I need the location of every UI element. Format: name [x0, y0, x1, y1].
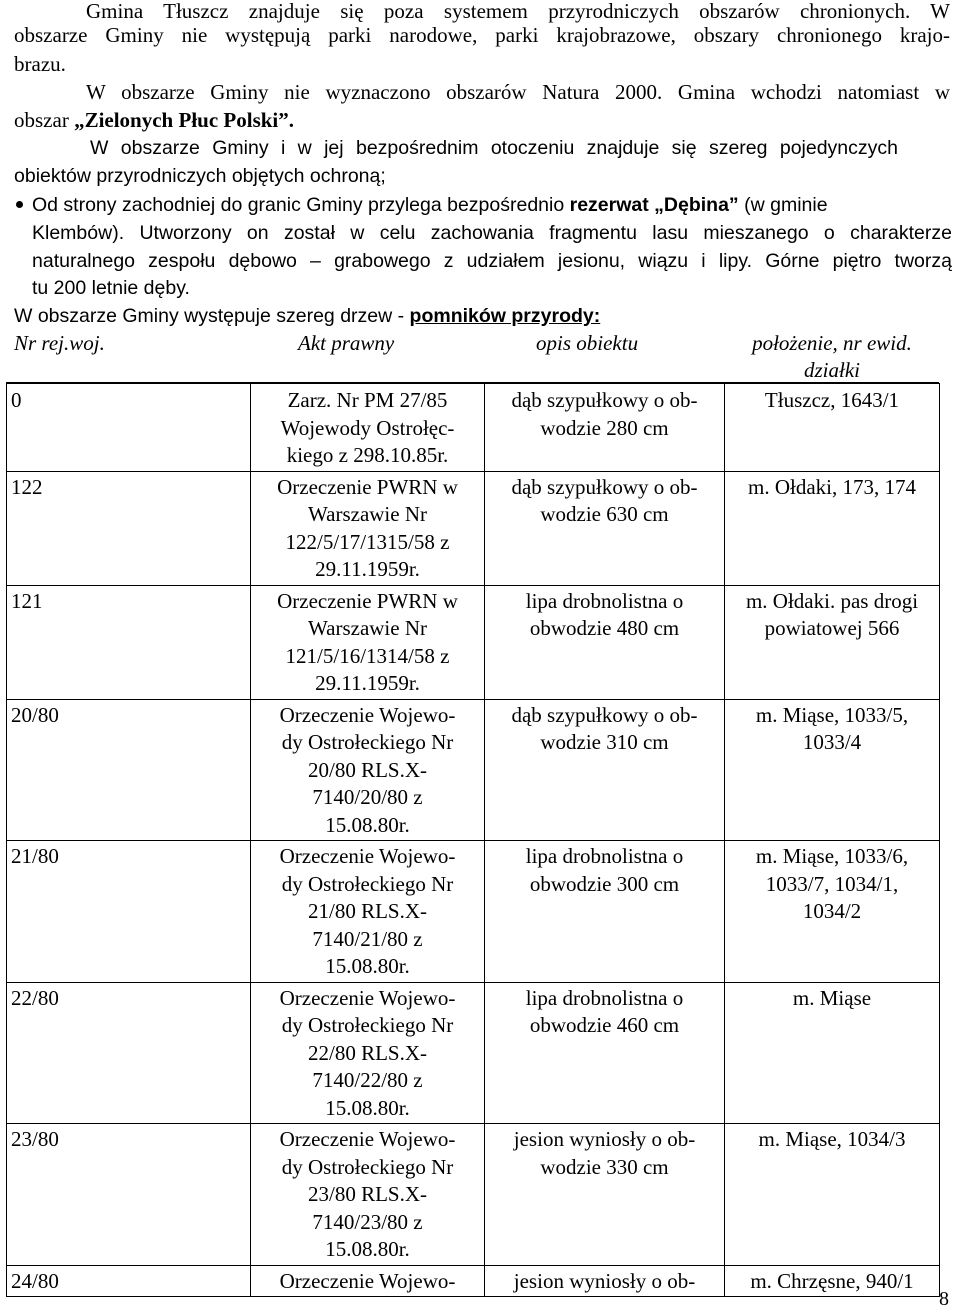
cell-nr-rej [7, 841, 251, 983]
cell-akt-prawny-line: Orzeczenie Wojewo- [279, 844, 456, 868]
cell-opis-obiektu-line: obwodzie 480 cm [529, 616, 680, 640]
pomniki-przyrody-bold: pomników przyrody: [409, 305, 601, 327]
cell-nr-rej-line: 24/80 [11, 1268, 59, 1293]
cell-akt-prawny-line: 15.08.80r. [325, 812, 410, 837]
cell-opis-obiektu-line: obwodzie 300 cm [529, 871, 680, 896]
paragraph-2-line-1: W obszarze Gminy nie wyznaczono obszarów Natura 2000. Gmina wchodzi natomiast w [86, 80, 950, 104]
cell-akt-prawny [251, 585, 485, 699]
rezerwat-debina-bold: rezerwat „Dębina” [569, 194, 739, 216]
header-opis-obiektu: opis obiektu [536, 331, 639, 355]
paragraph-3-line-1: W obszarze Gminy i w jej bezpośrednim otoczeniu znajduje się szereg pojedynczych [90, 137, 898, 159]
cell-opis-obiektu-line: obwodzie 460 cm [529, 1013, 680, 1037]
cell-nr-rej-line: 21/80 [11, 844, 59, 868]
cell-polozenie-line: m. Ołdaki, 173, 174 [748, 474, 916, 499]
table-row [7, 585, 940, 699]
cell-akt-prawny-line: 121/5/16/1314/58 z [285, 643, 450, 668]
cell-opis-obiektu-line: lipa drobnolistna o [525, 844, 684, 868]
cell-opis-obiektu-line: dąb szypułkowy o ob- [511, 702, 698, 727]
header-polozenie [700, 330, 960, 384]
cell-akt-prawny [251, 699, 485, 841]
cell-opis-obiektu [485, 383, 725, 471]
cell-polozenie [725, 1265, 940, 1297]
cell-akt-prawny-line: Orzeczenie Wojewo- [279, 985, 456, 1010]
cell-polozenie [725, 982, 940, 1124]
cell-akt-prawny-line: 15.08.80r. [325, 1237, 410, 1261]
cell-akt-prawny-line: Warszawie Nr [308, 502, 427, 526]
table-row [7, 471, 940, 585]
cell-nr-rej-line: 23/80 [11, 1127, 59, 1151]
paragraph-3-line-2: obiektów przyrodniczych objętych ochroną; [14, 165, 386, 187]
table-row [7, 982, 940, 1124]
bullet-line-2: Klembów). Utworzony on został w celu zachowania fragmentu lasu mieszanego o charakterze [32, 222, 952, 244]
cell-opis-obiektu-line: jesion wyniosły o ob- [513, 1127, 696, 1151]
table-row [7, 383, 940, 471]
cell-polozenie-line: m. Chrzęsne, 940/1 [750, 1268, 914, 1293]
header-polozenie-line-2: działki [804, 358, 860, 382]
cell-opis-obiektu [485, 585, 725, 699]
cell-nr-rej [7, 1265, 251, 1297]
cell-opis-obiektu [485, 1265, 725, 1297]
bullet-line-1 [32, 192, 828, 218]
cell-akt-prawny-line: Zarz. Nr PM 27/85 [287, 388, 448, 412]
table-row [7, 699, 940, 841]
bullet-line-3: naturalnego zespołu dębowo – grabowego z udziałem jesionu, wiązu i lipy. Górne piętro tworzą [32, 250, 952, 272]
zielone-pluca-polski-bold: „Zielonych Płuc Polski”. [74, 108, 294, 132]
paragraph-2-line-2 [14, 107, 294, 133]
cell-akt-prawny [251, 383, 485, 471]
cell-polozenie [725, 383, 940, 471]
cell-akt-prawny-line: 20/80 RLS.X- [307, 757, 427, 782]
cell-opis-obiektu-line: wodzie 630 cm [540, 502, 669, 526]
cell-akt-prawny [251, 982, 485, 1124]
cell-akt-prawny-line: Orzeczenie PWRN w [277, 474, 458, 499]
monuments-table [6, 383, 940, 1297]
cell-polozenie-line: m. Miąse, 1033/6, [755, 844, 909, 868]
cell-akt-prawny-line: Orzeczenie Wojewo- [279, 1268, 456, 1293]
cell-opis-obiektu [485, 841, 725, 983]
cell-akt-prawny-line: dy Ostrołeckiego Nr [281, 1154, 454, 1179]
cell-nr-rej-line: 0 [11, 388, 22, 412]
cell-akt-prawny-line: Warszawie Nr [308, 616, 427, 640]
cell-polozenie-line: m. Miąse, 1034/3 [758, 1127, 906, 1151]
cell-nr-rej-line: 22/80 [11, 985, 59, 1010]
cell-nr-rej [7, 471, 251, 585]
table-row [7, 841, 940, 983]
cell-opis-obiektu-line: lipa drobnolistna o [525, 588, 684, 613]
cell-polozenie-line: 1033/4 [802, 730, 862, 754]
cell-akt-prawny-line: Orzeczenie Wojewo- [279, 1127, 456, 1151]
cell-opis-obiektu-line: wodzie 330 cm [540, 1154, 669, 1179]
cell-opis-obiektu [485, 982, 725, 1124]
cell-opis-obiektu-line: jesion wyniosły o ob- [513, 1268, 696, 1293]
cell-nr-rej [7, 982, 251, 1124]
cell-akt-prawny-line: 21/80 RLS.X- [307, 899, 427, 923]
cell-nr-rej [7, 699, 251, 841]
cell-akt-prawny-line: 29.11.1959r. [315, 671, 420, 695]
cell-polozenie-line: m. Miąse [792, 985, 872, 1010]
paragraph-1-line-3: brazu. [14, 52, 66, 76]
cell-polozenie-line: m. Ołdaki. pas drogi [745, 588, 919, 613]
cell-opis-obiektu [485, 699, 725, 841]
cell-akt-prawny-line: 7140/21/80 z [312, 926, 423, 951]
cell-nr-rej [7, 1124, 251, 1266]
cell-polozenie-line: Tłuszcz, 1643/1 [764, 388, 900, 412]
cell-polozenie-line: 1033/7, 1034/1, [765, 871, 899, 896]
cell-akt-prawny-line: Wojewody Ostrołęc- [280, 415, 455, 440]
bullet-line-1-text: Od strony zachodniej do granic Gminy przylega bezpośrednio [32, 194, 570, 216]
cell-akt-prawny-line: 23/80 RLS.X- [307, 1182, 427, 1206]
cell-opis-obiektu-line: wodzie 310 cm [540, 730, 669, 754]
cell-akt-prawny-line: 7140/22/80 z [312, 1068, 423, 1092]
cell-polozenie [725, 585, 940, 699]
cell-opis-obiektu [485, 471, 725, 585]
paragraph-2-text: obszar [14, 108, 75, 132]
cell-akt-prawny-line: 7140/23/80 z [312, 1209, 423, 1234]
cell-akt-prawny-line: kiego z 298.10.85r. [286, 443, 449, 467]
cell-akt-prawny-line: 7140/20/80 z [312, 785, 423, 809]
cell-akt-prawny-line: 29.11.1959r. [315, 557, 420, 581]
cell-akt-prawny-line: 122/5/17/1315/58 z [285, 529, 450, 554]
cell-opis-obiektu-line: dąb szypułkowy o ob- [511, 474, 698, 499]
cell-akt-prawny-line: 22/80 RLS.X- [307, 1040, 427, 1065]
table-row [7, 1124, 940, 1266]
bullet-line-1-tail: (w gminie [738, 194, 828, 216]
cell-nr-rej-line: 121 [11, 588, 43, 613]
cell-polozenie-line: m. Miąse, 1033/5, [755, 702, 909, 727]
table-row [7, 1265, 940, 1297]
monuments-table-body [7, 383, 940, 1297]
cell-akt-prawny-line: dy Ostrołeckiego Nr [281, 1013, 454, 1037]
cell-opis-obiektu [485, 1124, 725, 1266]
cell-akt-prawny-line: Orzeczenie Wojewo- [279, 702, 456, 727]
paragraph-1-line-1: Gmina Tłuszcz znajduje się poza systemem przyrodniczych obszarów chronionych. W [86, 0, 950, 23]
cell-opis-obiektu-line: wodzie 280 cm [540, 415, 669, 440]
header-akt-prawny: Akt prawny [298, 331, 395, 355]
cell-polozenie [725, 699, 940, 841]
cell-akt-prawny [251, 1124, 485, 1266]
cell-akt-prawny-line: 15.08.80r. [325, 1095, 410, 1120]
cell-opis-obiektu-line: dąb szypułkowy o ob- [511, 388, 698, 412]
bullet-line-4: tu 200 letnie dęby. [32, 277, 190, 299]
bullet-marker [16, 201, 23, 208]
cell-polozenie-line: 1034/2 [802, 899, 862, 923]
cell-polozenie [725, 841, 940, 983]
monuments-intro-text: W obszarze Gminy występuje szereg drzew - [14, 305, 410, 327]
page-number: 8 [939, 1288, 949, 1310]
cell-nr-rej [7, 383, 251, 471]
header-polozenie-line-1: położenie, nr ewid. [752, 331, 912, 355]
monuments-intro [14, 303, 600, 329]
cell-akt-prawny-line: dy Ostrołeckiego Nr [281, 730, 454, 754]
cell-nr-rej [7, 585, 251, 699]
cell-polozenie [725, 1124, 940, 1266]
cell-akt-prawny [251, 1265, 485, 1297]
header-nr-rej: Nr rej.woj. [14, 331, 105, 355]
cell-nr-rej-line: 20/80 [11, 702, 59, 727]
cell-akt-prawny [251, 471, 485, 585]
cell-akt-prawny-line: 15.08.80r. [325, 954, 410, 978]
cell-akt-prawny-line: Orzeczenie PWRN w [277, 588, 458, 613]
cell-opis-obiektu-line: lipa drobnolistna o [525, 985, 684, 1010]
cell-polozenie-line: powiatowej 566 [764, 616, 900, 640]
cell-akt-prawny [251, 841, 485, 983]
cell-akt-prawny-line: dy Ostrołeckiego Nr [281, 871, 454, 896]
paragraph-1-line-2: obszarze Gminy nie występują parki narodowe, parki krajobrazowe, obszary chronionego krajo- [14, 23, 950, 47]
cell-polozenie [725, 471, 940, 585]
cell-nr-rej-line: 122 [11, 474, 43, 499]
